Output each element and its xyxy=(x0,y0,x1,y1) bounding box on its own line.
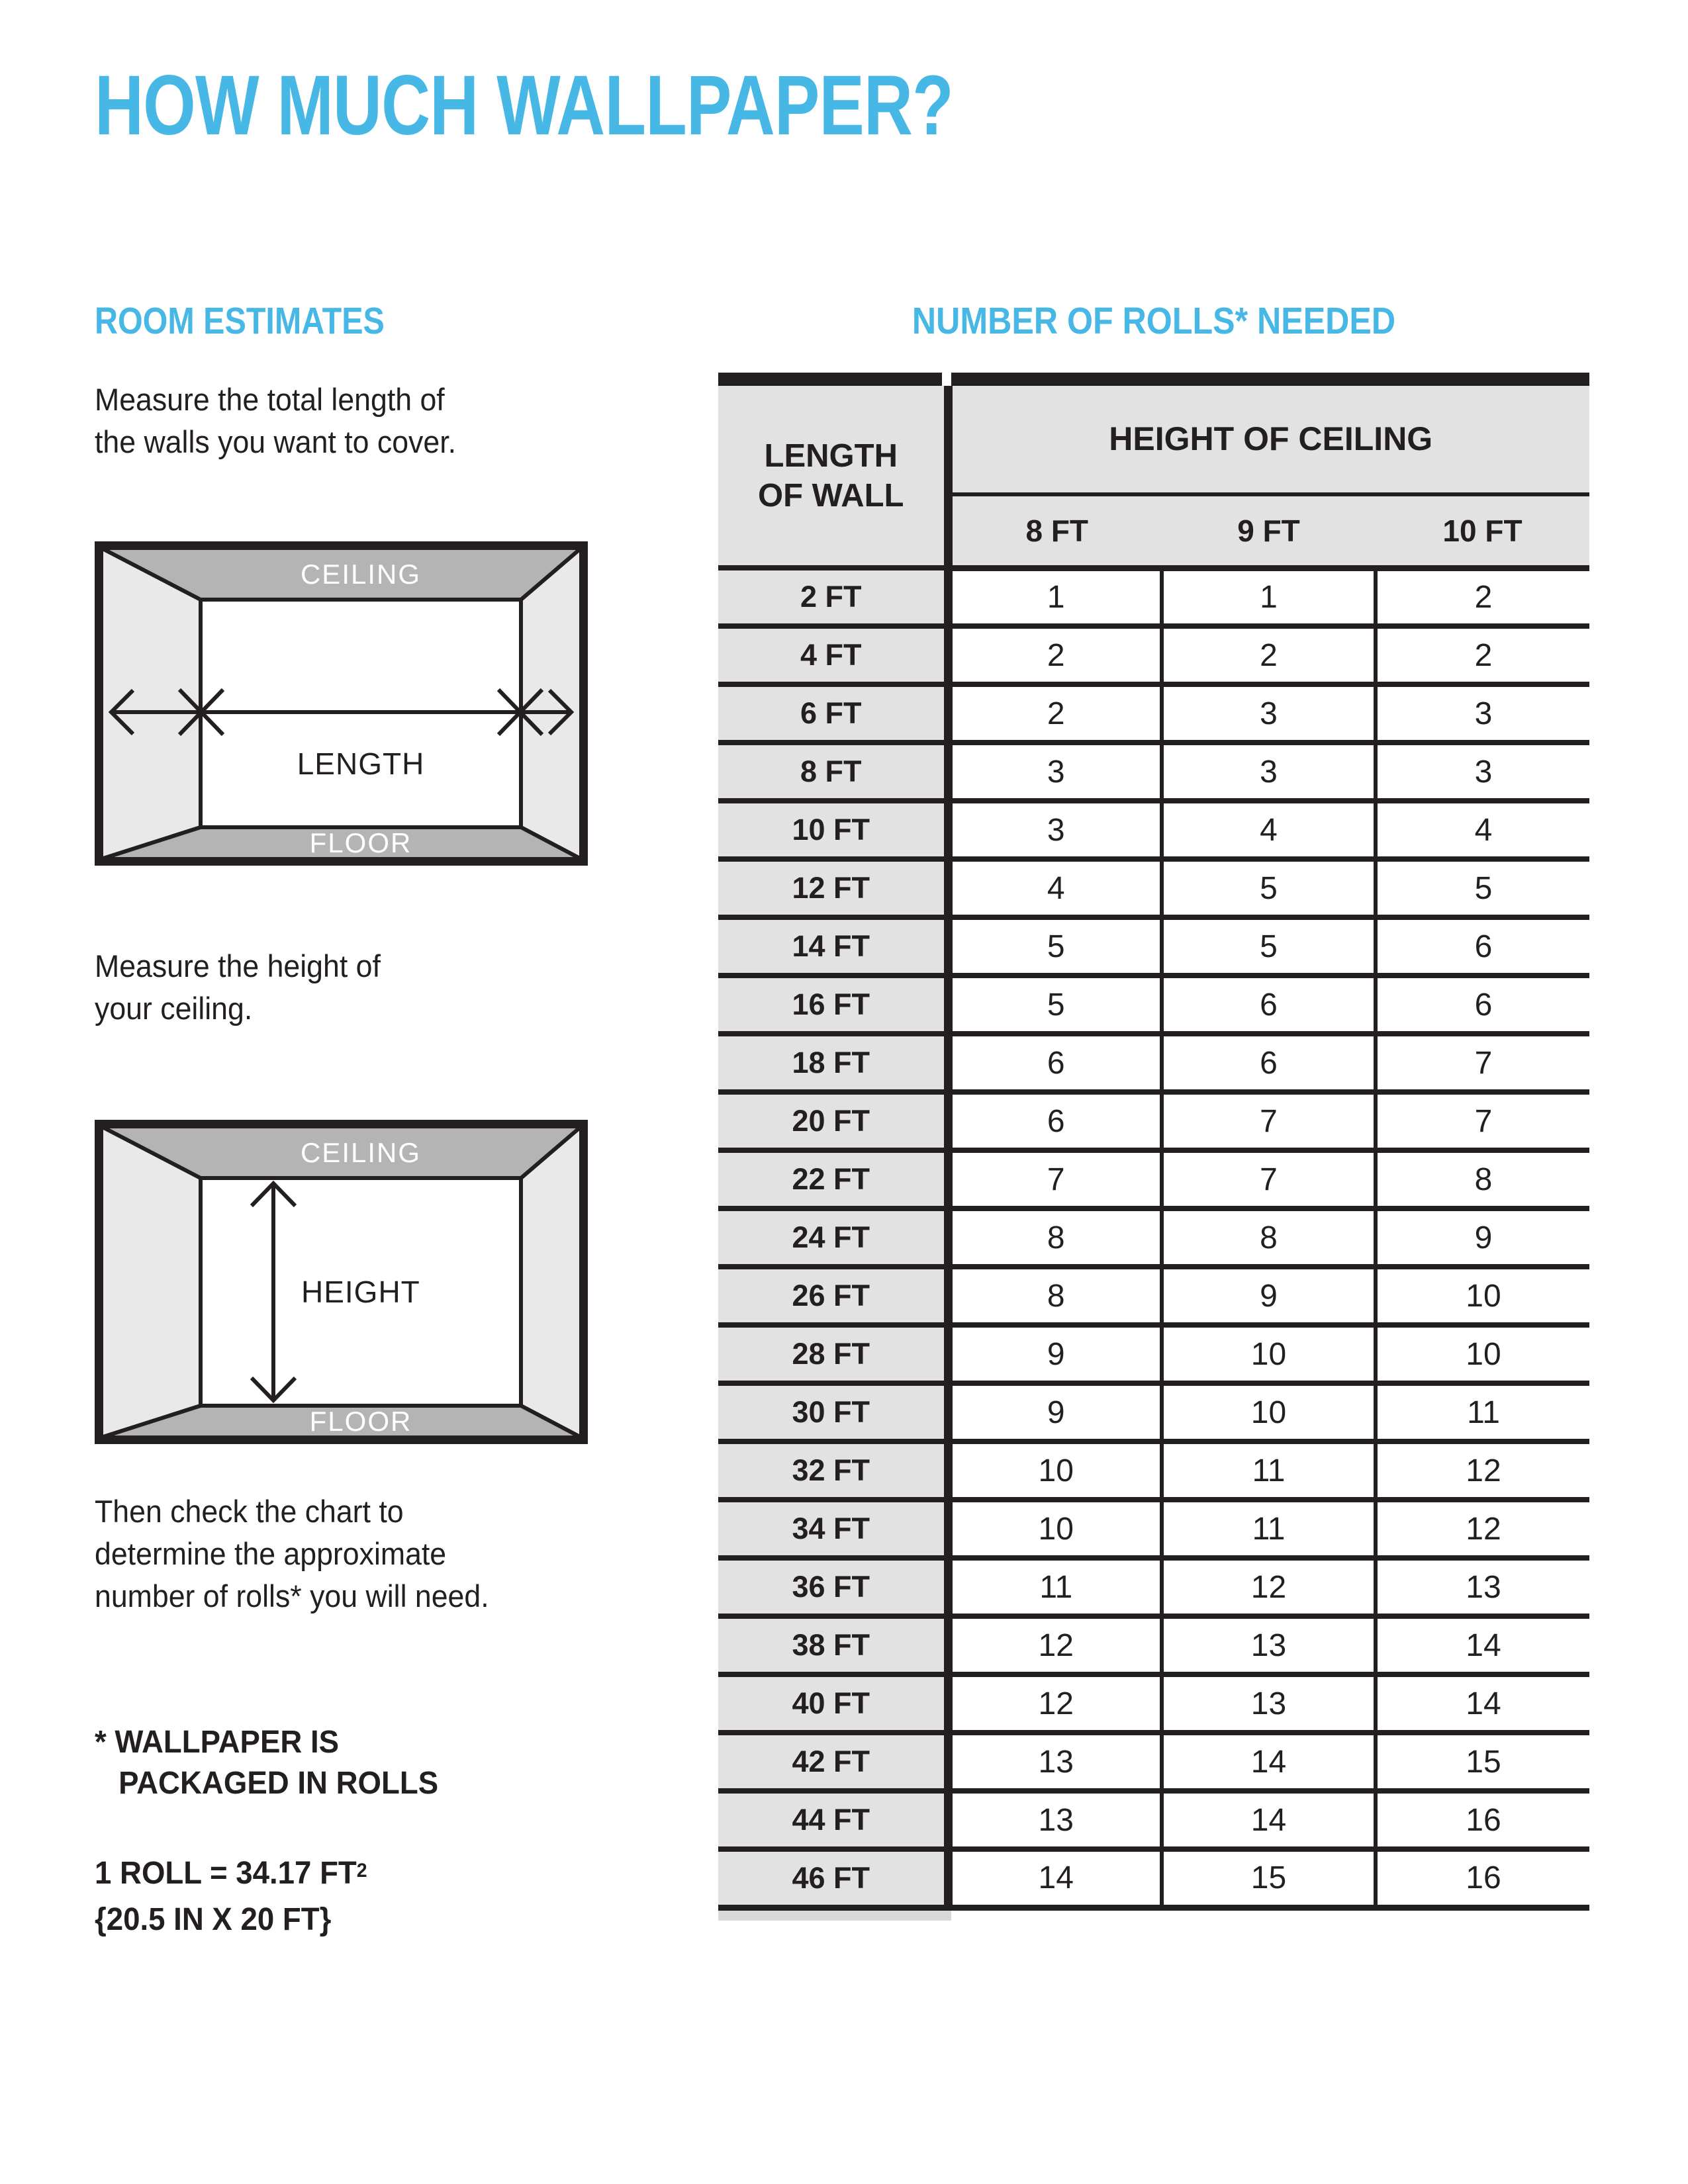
roll-count-cell: 8 xyxy=(948,1208,1162,1267)
footnote-line: * WALLPAPER IS xyxy=(95,1725,340,1760)
table-row xyxy=(718,1034,1589,1092)
roll-count-cell: 16 xyxy=(1376,1791,1589,1849)
roll-count-cell: 8 xyxy=(1376,1150,1589,1208)
row-label: 10 FT xyxy=(718,801,948,859)
roll-count-cell: 1 xyxy=(1162,568,1376,626)
table-row xyxy=(718,743,1589,801)
floor-label: FLOOR xyxy=(309,1406,412,1437)
left-wall-face xyxy=(101,1126,201,1437)
instruction-measure-height xyxy=(95,945,381,1030)
roll-count-cell: 12 xyxy=(1162,1558,1376,1616)
roll-count-cell: 6 xyxy=(1162,1034,1376,1092)
length-diagram-svg xyxy=(95,541,588,866)
roll-count-cell: 5 xyxy=(1162,917,1376,976)
table-row xyxy=(718,1733,1589,1791)
instruction-line: determine the approximate xyxy=(95,1536,447,1571)
roll-count-cell: 3 xyxy=(1376,743,1589,801)
instruction-line: Measure the total length of xyxy=(95,382,445,417)
wallpaper-footnote xyxy=(95,1722,438,1804)
roll-count-cell: 13 xyxy=(948,1733,1162,1791)
table-bottom-stub xyxy=(718,1911,951,1921)
table-row xyxy=(718,684,1589,743)
table-row xyxy=(718,1092,1589,1150)
roll-count-cell: 8 xyxy=(1162,1208,1376,1267)
row-label: 4 FT xyxy=(718,626,948,684)
row-label: 42 FT xyxy=(718,1733,948,1791)
row-label: 14 FT xyxy=(718,917,948,976)
instruction-line: Then check the chart to xyxy=(95,1494,404,1529)
row-label: 28 FT xyxy=(718,1325,948,1383)
roll-count-cell: 3 xyxy=(1376,684,1589,743)
roll-count-cell: 6 xyxy=(1376,917,1589,976)
table-top-bar-segment xyxy=(951,373,1589,386)
rolls-table-wrap xyxy=(718,373,1589,1921)
roll-count-cell: 15 xyxy=(1376,1733,1589,1791)
roll-count-cell: 10 xyxy=(1376,1325,1589,1383)
roll-count-cell: 13 xyxy=(1162,1674,1376,1733)
roll-count-cell: 10 xyxy=(948,1500,1162,1558)
table-row xyxy=(718,626,1589,684)
table-top-bar-segment xyxy=(718,373,942,386)
row-label: 12 FT xyxy=(718,859,948,917)
roll-count-cell: 4 xyxy=(1376,801,1589,859)
roll-count-cell: 9 xyxy=(948,1325,1162,1383)
roll-count-cell: 10 xyxy=(948,1441,1162,1500)
row-label: 46 FT xyxy=(718,1849,948,1907)
row-label: 32 FT xyxy=(718,1441,948,1500)
table-row xyxy=(718,1267,1589,1325)
column-header: 8 FT xyxy=(948,494,1162,568)
row-label: 38 FT xyxy=(718,1616,948,1674)
row-label: 20 FT xyxy=(718,1092,948,1150)
roll-count-cell: 8 xyxy=(948,1267,1162,1325)
roll-count-cell: 14 xyxy=(948,1849,1162,1907)
table-row xyxy=(718,1208,1589,1267)
roll-size-text: 1 ROLL = 34.17 FT xyxy=(95,1856,357,1891)
row-label: 16 FT xyxy=(718,976,948,1034)
table-row xyxy=(718,801,1589,859)
roll-count-cell: 10 xyxy=(1376,1267,1589,1325)
table-row xyxy=(718,1441,1589,1500)
roll-count-cell: 11 xyxy=(948,1558,1162,1616)
height-diagram-svg xyxy=(95,1120,588,1444)
instruction-line: number of rolls* you will need. xyxy=(95,1578,489,1614)
row-label: 24 FT xyxy=(718,1208,948,1267)
ceiling-label: CEILING xyxy=(300,1137,422,1168)
table-row xyxy=(718,1616,1589,1674)
rolls-table-head xyxy=(718,386,1589,568)
right-wall-face xyxy=(521,1126,581,1437)
roll-count-cell: 6 xyxy=(948,1092,1162,1150)
row-label: 6 FT xyxy=(718,684,948,743)
table-row xyxy=(718,1325,1589,1383)
length-measure-label: LENGTH xyxy=(297,747,425,781)
roll-count-cell: 6 xyxy=(1162,976,1376,1034)
table-row xyxy=(718,1674,1589,1733)
instruction-line: your ceiling. xyxy=(95,991,253,1026)
roll-count-cell: 12 xyxy=(1376,1441,1589,1500)
roll-count-cell: 10 xyxy=(1162,1325,1376,1383)
row-group-header xyxy=(718,386,948,568)
footnote-line: PACKAGED IN ROLLS xyxy=(118,1766,439,1801)
roll-count-cell: 13 xyxy=(1162,1616,1376,1674)
row-label: 18 FT xyxy=(718,1034,948,1092)
roll-count-cell: 7 xyxy=(1376,1092,1589,1150)
roll-count-cell: 16 xyxy=(1376,1849,1589,1907)
row-label: 36 FT xyxy=(718,1558,948,1616)
row-label: 26 FT xyxy=(718,1267,948,1325)
roll-count-cell: 3 xyxy=(1162,684,1376,743)
instruction-line: Measure the height of xyxy=(95,948,381,983)
roll-count-cell: 6 xyxy=(948,1034,1162,1092)
roll-count-cell: 11 xyxy=(1162,1441,1376,1500)
roll-count-cell: 9 xyxy=(948,1383,1162,1441)
roll-count-cell: 12 xyxy=(948,1674,1162,1733)
row-label: 8 FT xyxy=(718,743,948,801)
roll-count-cell: 11 xyxy=(1376,1383,1589,1441)
roll-count-cell: 4 xyxy=(948,859,1162,917)
roll-count-cell: 7 xyxy=(948,1150,1162,1208)
roll-count-cell: 3 xyxy=(948,743,1162,801)
roll-count-cell: 15 xyxy=(1162,1849,1376,1907)
table-row xyxy=(718,976,1589,1034)
roll-count-cell: 2 xyxy=(1376,568,1589,626)
row-label: 34 FT xyxy=(718,1500,948,1558)
roll-count-cell: 1 xyxy=(948,568,1162,626)
roll-count-cell: 2 xyxy=(1376,626,1589,684)
roll-count-cell: 11 xyxy=(1162,1500,1376,1558)
table-row xyxy=(718,1791,1589,1849)
ceiling-label: CEILING xyxy=(300,559,422,590)
room-estimates-heading: ROOM ESTIMATES xyxy=(95,300,385,342)
roll-count-cell: 7 xyxy=(1376,1034,1589,1092)
row-group-label-line: LENGTH xyxy=(764,437,898,474)
roll-count-cell: 4 xyxy=(1162,801,1376,859)
roll-count-cell: 10 xyxy=(1162,1383,1376,1441)
roll-count-cell: 5 xyxy=(948,917,1162,976)
roll-size-note xyxy=(95,1848,367,1943)
roll-count-cell: 5 xyxy=(948,976,1162,1034)
table-row xyxy=(718,917,1589,976)
row-label: 2 FT xyxy=(718,568,948,626)
roll-count-cell: 7 xyxy=(1162,1150,1376,1208)
roll-count-cell: 5 xyxy=(1376,859,1589,917)
roll-dimensions-text: {20.5 IN X 20 FT} xyxy=(95,1902,332,1937)
row-group-label-line: OF WALL xyxy=(758,477,904,514)
row-label: 40 FT xyxy=(718,1674,948,1733)
roll-count-cell: 14 xyxy=(1376,1616,1589,1674)
roll-count-cell: 2 xyxy=(948,626,1162,684)
row-label: 30 FT xyxy=(718,1383,948,1441)
table-row xyxy=(718,1150,1589,1208)
rolls-needed-heading: NUMBER OF ROLLS* NEEDED xyxy=(912,300,1396,342)
row-label: 22 FT xyxy=(718,1150,948,1208)
group-header-row xyxy=(718,386,1589,494)
floor-label: FLOOR xyxy=(309,827,412,858)
roll-count-cell: 13 xyxy=(948,1791,1162,1849)
column-header: 10 FT xyxy=(1376,494,1589,568)
instruction-measure-length xyxy=(95,379,456,463)
roll-count-cell: 9 xyxy=(1162,1267,1376,1325)
table-row xyxy=(718,1558,1589,1616)
height-diagram xyxy=(95,1120,588,1444)
roll-count-cell: 14 xyxy=(1376,1674,1589,1733)
roll-count-cell: 9 xyxy=(1376,1208,1589,1267)
rolls-table xyxy=(718,386,1589,1911)
table-top-bar xyxy=(718,373,1589,386)
roll-count-cell: 14 xyxy=(1162,1791,1376,1849)
roll-count-cell: 3 xyxy=(948,801,1162,859)
left-wall-face xyxy=(101,548,201,859)
table-row xyxy=(718,568,1589,626)
col-group-header: HEIGHT OF CEILING xyxy=(948,386,1589,494)
column-header: 9 FT xyxy=(1162,494,1376,568)
rolls-table-body xyxy=(718,568,1589,1907)
instruction-check-chart xyxy=(95,1490,489,1617)
roll-count-cell: 13 xyxy=(1376,1558,1589,1616)
roll-count-cell: 2 xyxy=(1162,626,1376,684)
table-row xyxy=(718,859,1589,917)
roll-count-cell: 12 xyxy=(1376,1500,1589,1558)
height-measure-label: HEIGHT xyxy=(301,1275,420,1309)
row-label: 44 FT xyxy=(718,1791,948,1849)
instruction-line: the walls you want to cover. xyxy=(95,424,457,459)
roll-count-cell: 14 xyxy=(1162,1733,1376,1791)
roll-count-cell: 5 xyxy=(1162,859,1376,917)
roll-count-cell: 12 xyxy=(948,1616,1162,1674)
roll-count-cell: 2 xyxy=(948,684,1162,743)
length-diagram xyxy=(95,541,588,866)
roll-count-cell: 6 xyxy=(1376,976,1589,1034)
page-title: HOW MUCH WALLPAPER? xyxy=(95,58,953,153)
roll-count-cell: 7 xyxy=(1162,1092,1376,1150)
roll-size-exponent: 2 xyxy=(356,1860,367,1882)
roll-count-cell: 3 xyxy=(1162,743,1376,801)
table-row xyxy=(718,1383,1589,1441)
table-row xyxy=(718,1500,1589,1558)
table-row xyxy=(718,1849,1589,1907)
